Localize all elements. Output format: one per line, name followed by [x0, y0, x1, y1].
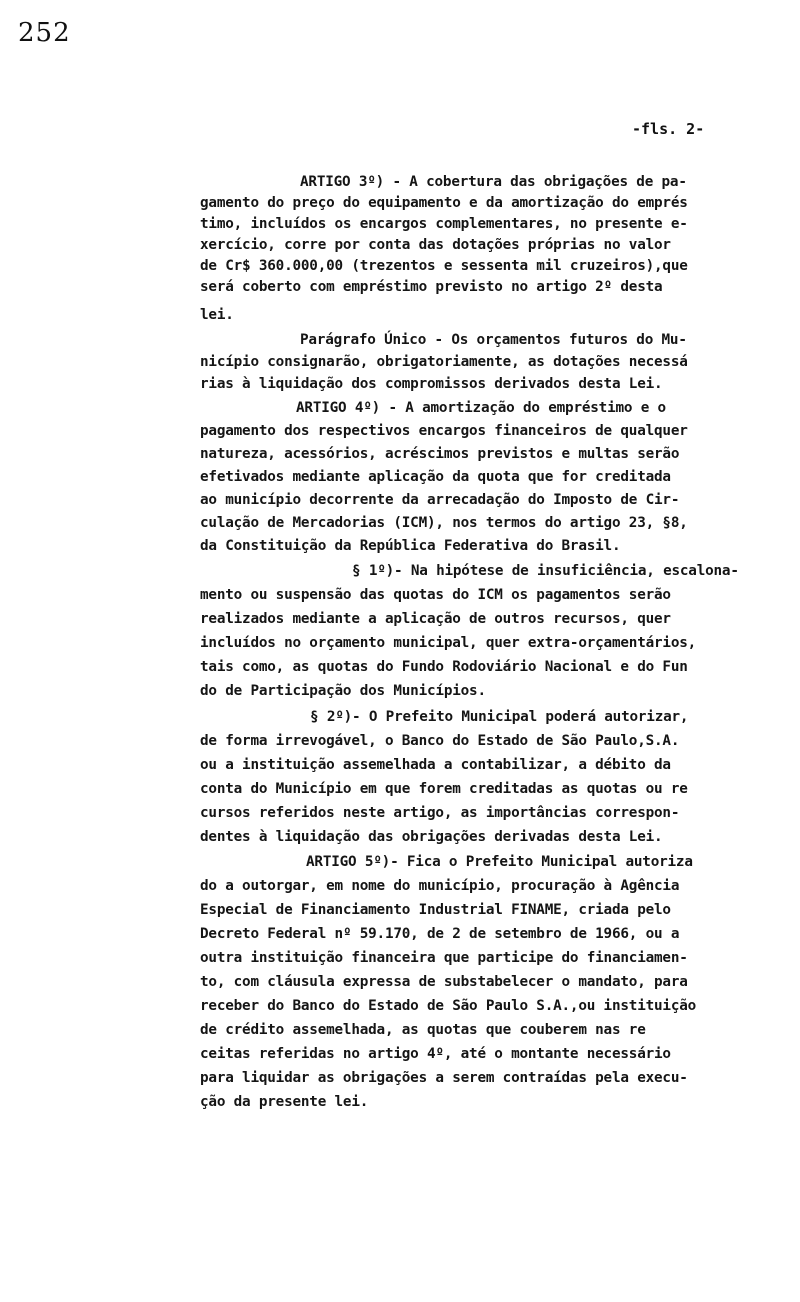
text-line: de crédito assemelhada, as quotas que couberem nas re [200, 1022, 646, 1038]
text-line: ao município decorrente da arrecadação do Imposto de Cir- [200, 492, 680, 508]
text-line: § 1º)- Na hipótese de insuficiência, escalona- [352, 563, 739, 579]
text-line: Decreto Federal nº 59.170, de 2 de setembro de 1966, ou a [200, 926, 680, 942]
text-line: receber do Banco do Estado de São Paulo S.A.,ou instituição [200, 998, 697, 1014]
text-line: de Cr$ 360.000,00 (trezentos e sessenta mil cruzeiros),que [200, 258, 688, 274]
text-line: mento ou suspensão das quotas do ICM os pagamentos serão [200, 587, 671, 603]
text-line: ceitas referidas no artigo 4º, até o montante necessário [200, 1046, 671, 1062]
text-line: ARTIGO 5º)- Fica o Prefeito Municipal autoriza [306, 854, 693, 870]
text-line: Especial de Financiamento Industrial FINAME, criada pelo [200, 902, 671, 918]
text-line: culação de Mercadorias (ICM), nos termos do artigo 23, §8, [200, 515, 688, 531]
sheet-mark: -fls. 2- [632, 120, 705, 138]
text-line: realizados mediante a aplicação de outros recursos, quer [200, 611, 671, 627]
text-line: tais como, as quotas do Fundo Rodoviário Nacional e do Fun [200, 659, 688, 675]
text-line: conta do Município em que forem creditadas as quotas ou re [200, 781, 688, 797]
text-line: dentes à liquidação das obrigações derivadas desta Lei. [200, 829, 663, 845]
page-number: 252 [18, 18, 71, 48]
text-line: ou a instituição assemelhada a contabilizar, a débito da [200, 757, 671, 773]
text-line: to, com cláusula expressa de substabelecer o mandato, para [200, 974, 688, 990]
text-line: Parágrafo Único - Os orçamentos futuros do Mu- [300, 332, 687, 348]
text-line: lei. [200, 307, 234, 323]
text-line: ARTIGO 3º) - A cobertura das obrigações de pa- [300, 174, 687, 190]
text-line: será coberto com empréstimo previsto no artigo 2º desta [200, 279, 663, 295]
text-line: incluídos no orçamento municipal, quer extra-orçamentários, [200, 635, 697, 651]
text-line: § 2º)- O Prefeito Municipal poderá autorizar, [310, 709, 689, 725]
text-line: ção da presente lei. [200, 1094, 369, 1110]
text-line: da Constituição da República Federativa do Brasil. [200, 538, 621, 554]
text-line: do a outorgar, em nome do município, procuração à Agência [200, 878, 680, 894]
text-line: rias à liquidação dos compromissos derivados desta Lei. [200, 376, 663, 392]
text-line: efetivados mediante aplicação da quota que for creditada [200, 469, 671, 485]
text-line: para liquidar as obrigações a serem contraídas pela execu- [200, 1070, 688, 1086]
text-line: natureza, acessórios, acréscimos previstos e multas serão [200, 446, 680, 462]
text-line: do de Participação dos Municípios. [200, 683, 486, 699]
text-line: nicípio consignarão, obrigatoriamente, as dotações necessá [200, 354, 688, 370]
text-line: gamento do preço do equipamento e da amortização do emprés [200, 195, 688, 211]
text-line: de forma irrevogável, o Banco do Estado de São Paulo,S.A. [200, 733, 680, 749]
text-line: cursos referidos neste artigo, as importâncias correspon- [200, 805, 680, 821]
text-line: xercício, corre por conta das dotações próprias no valor [200, 237, 671, 253]
text-line: ARTIGO 4º) - A amortização do empréstimo e o [296, 400, 666, 416]
text-line: pagamento dos respectivos encargos financeiros de qualquer [200, 423, 688, 439]
text-line: outra instituição financeira que participe do financiamen- [200, 950, 688, 966]
text-line: timo, incluídos os encargos complementares, no presente e- [200, 216, 688, 232]
